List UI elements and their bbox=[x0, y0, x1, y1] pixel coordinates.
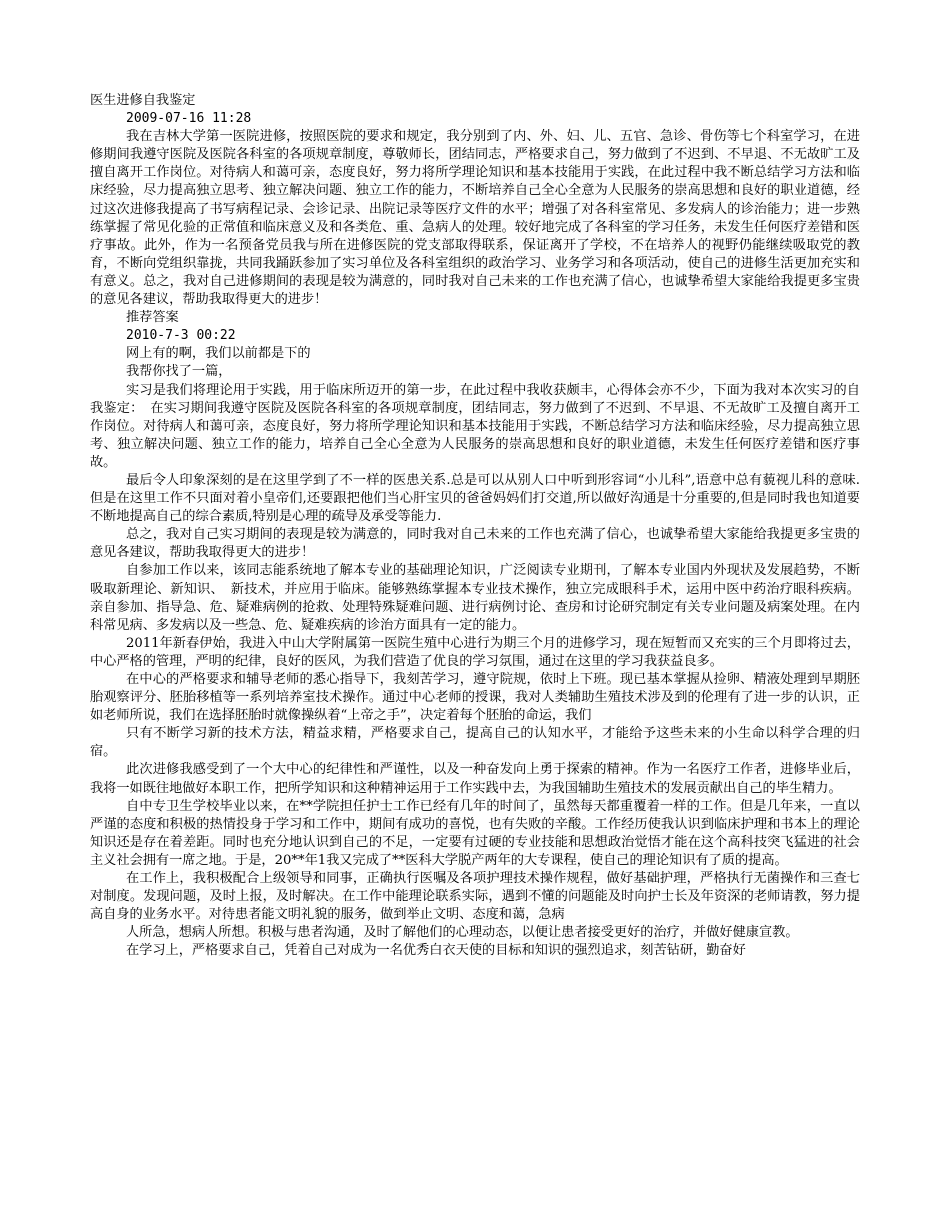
paragraph: 我帮你找了一篇， bbox=[126, 364, 232, 380]
paragraph: 自中专卫生学校毕业以来，在**学院担任护士工作已经有几年的时间了，虽然每天都重覆着一样的工作。但是几年来，一直以严谨的态度和积极的热情投身于学习和工作中，期间有成功的喜悦，也有失败的辛酸。工作经历使我认识到临床护理和书本上的理论知识还是存在着差距。同时也充分地认识到自己的不足，一定要有过硬的专业技能和思想政治觉悟才能在这个高科技突飞猛进的社会主义社会拥有一席之地。于是，20**年1我又完成了**医科大学脱产两年的大专课程，使自己的理论知识有了质的提高。 bbox=[90, 798, 860, 868]
paragraph: 在中心的严格要求和辅导老师的悉心指导下，我刻苦学习，遵守院规，依时上下班。现已基本掌握从捡卵、精液处理到早期胚胎观察评分、胚胎移植等一系列培养室技术操作。通过中心老师的授课，我对人类辅助生殖技术涉及到的伦理有了进一步的认识，正如老师所说，我们在选择胚胎时就像操纵着“上帝之手”，决定着每个胚胎的命运，我们 bbox=[90, 672, 860, 724]
paragraph: 在工作上，我积极配合上级领导和同事，正确执行医嘱及各项护理技术操作规程，做好基础护理，严格执行无菌操作和三查七对制度。发现问题，及时上报，及时解决。在工作中能理论联系实际，遇到不懂的问题能及时向护士长及年资深的老师请教，努力提高自身的业务水平。对待患者能文明礼貌的服务，做到举止文明、态度和蔼，急病 bbox=[90, 871, 860, 923]
paragraph: 网上有的啊，我们以前都是下的 bbox=[126, 346, 311, 362]
paragraph: 人所急，想病人所想。积极与患者沟通，及时了解他们的心理动态，以便让患者接受更好的治疗，并做好健康宣教。 bbox=[126, 925, 799, 941]
document-body bbox=[90, 92, 860, 961]
paragraph: 最后令人印象深刻的是在这里学到了不一样的医患关系.总是可以从别人口中听到形容词“小儿科”,语意中总有藐视儿科的意味.但是在这里工作不只面对着小皇帝们,还要跟把他们当心肝宝贝的爸爸妈妈们打交道,所以做好沟通是十分重要的,但是同时我也知道要不断地提高自己的综合素质,特别是心理的疏导及承受等能力. bbox=[90, 472, 860, 525]
post-timestamp: 2009-07-16 11:28 bbox=[126, 111, 252, 127]
paragraph: 2011年新春伊始，我进入中山大学附属第一医院生殖中心进行为期三个月的进修学习，现在短暂而又充实的三个月即将过去，中心严格的管理，严明的纪律，良好的医风，为我们营造了优良的学习氛围，通过在这里的学习我获益良多。 bbox=[90, 635, 860, 669]
paragraph: 自参加工作以来，该同志能系统地了解本专业的基础理论知识，广泛阅读专业期刊，了解本专业国内外现状及发展趋势，不断吸取新理论、新知识、 新技术，并应用于临床。能够熟练掌握本专业技术操作，独立完成眼科手术，运用中医中药治疗眼科疾病。亲自参加、指导急、危、疑难病例的抢救、处理特殊疑难问题、进行病例讨论、查房和讨论研究制定有关专业问题及病案处理。在内科常见病、多发病以及一些急、危、疑难疾病的诊治方面具有一定的能力。 bbox=[90, 563, 860, 633]
paragraph: 我在吉林大学第一医院进修，按照医院的要求和规定，我分别到了内、外、妇、儿、五官、急诊、骨伤等七个科室学习，在进修期间我遵守医院及医院各科室的各项规章制度，尊敬师长，团结同志，严格要求自己，努力做到了不迟到、不早退、不无故旷工及擅自离开工作岗位。对待病人和蔼可亲，态度良好，努力将所学理论知识和基本技能用于实践，在此过程中我不断总结学习方法和临床经验，尽力提高独立思考、独立解决问题、独立工作的能力，不断培养自己全心全意为人民服务的崇高思想和良好的职业道德，经过这次进修我提高了书写病程记录、会诊记录、出院记录等医疗文件的水平；增强了对各科室常见、多发病人的诊治能力；进一步熟练掌握了常见化验的正常值和临床意义及和各类危、重、急病人的处理。较好地完成了各科室的学习任务，未发生任何医疗差错和医疗事故。此外，作为一名预备党员我与所在进修医院的党支部取得联系，保证离开了学校，不在培养人的视野仍能继续吸取党的教育，不断向党组织靠拢，共同我踊跃参加了实习单位及各科室组织的政治学习、业务学习和各项活动，使自己的进修生活更加充实和有意义。总之，我对自己进修期间的表现是较为满意的，同时我对自己未来的工作也充满了信心，也诚挚希望大家能给我提更多宝贵的意见各建议，帮助我取得更大的进步！ bbox=[90, 129, 860, 308]
paragraph: 总之，我对自己实习期间的表现是较为满意的，同时我对自己未来的工作也充满了信心，也诚挚希望大家能给我提更多宝贵的意见各建议，帮助我取得更大的进步！ bbox=[90, 527, 860, 561]
answer-timestamp: 2010-7-3 00:22 bbox=[126, 328, 236, 344]
paragraph: 只有不断学习新的技术方法，精益求精，严格要求自己，提高自己的认知水平，才能给予这些未来的小生命以科学合理的归宿。 bbox=[90, 726, 860, 760]
document-title: 医生进修自我鉴定 bbox=[90, 93, 196, 108]
paragraph: 在学习上，严格要求自己，凭着自己对成为一名优秀白衣天使的目标和知识的强烈追求，刻苦钻研，勤奋好 bbox=[126, 943, 746, 959]
paragraph: 实习是我们将理论用于实践，用于临床所迈开的第一步，在此过程中我收获颇丰，心得体会亦不少，下面为我对本次实习的自我鉴定： 在实习期间我遵守医院及医院各科室的各项规章制度，团结同志，努力做到了不迟到、不早退、不无故旷工及擅自离开工作岗位。对待病人和蔼可亲，态度良好，努力将所学理论知识和基本技能用于实践，不断总结学习方法和临床经验，尽力提高独立思考、独立解决问题、独立工作的能力，培养自己全心全意为人民服务的崇高思想和良好的职业道德，未发生任何医疗差错和医疗事故。 bbox=[90, 382, 860, 470]
paragraph: 此次进修我感受到了一个大中心的纪律性和严谨性，以及一种奋发向上勇于探索的精神。作为一名医疗工作者，进修毕业后，我将一如既往地做好本职工作，把所学知识和这种精神运用于工作实践中去，为我国辅助生殖技术的发展贡献出自己的毕生精力。 bbox=[90, 762, 860, 796]
recommended-answer-label: 推荐答案 bbox=[126, 310, 179, 326]
